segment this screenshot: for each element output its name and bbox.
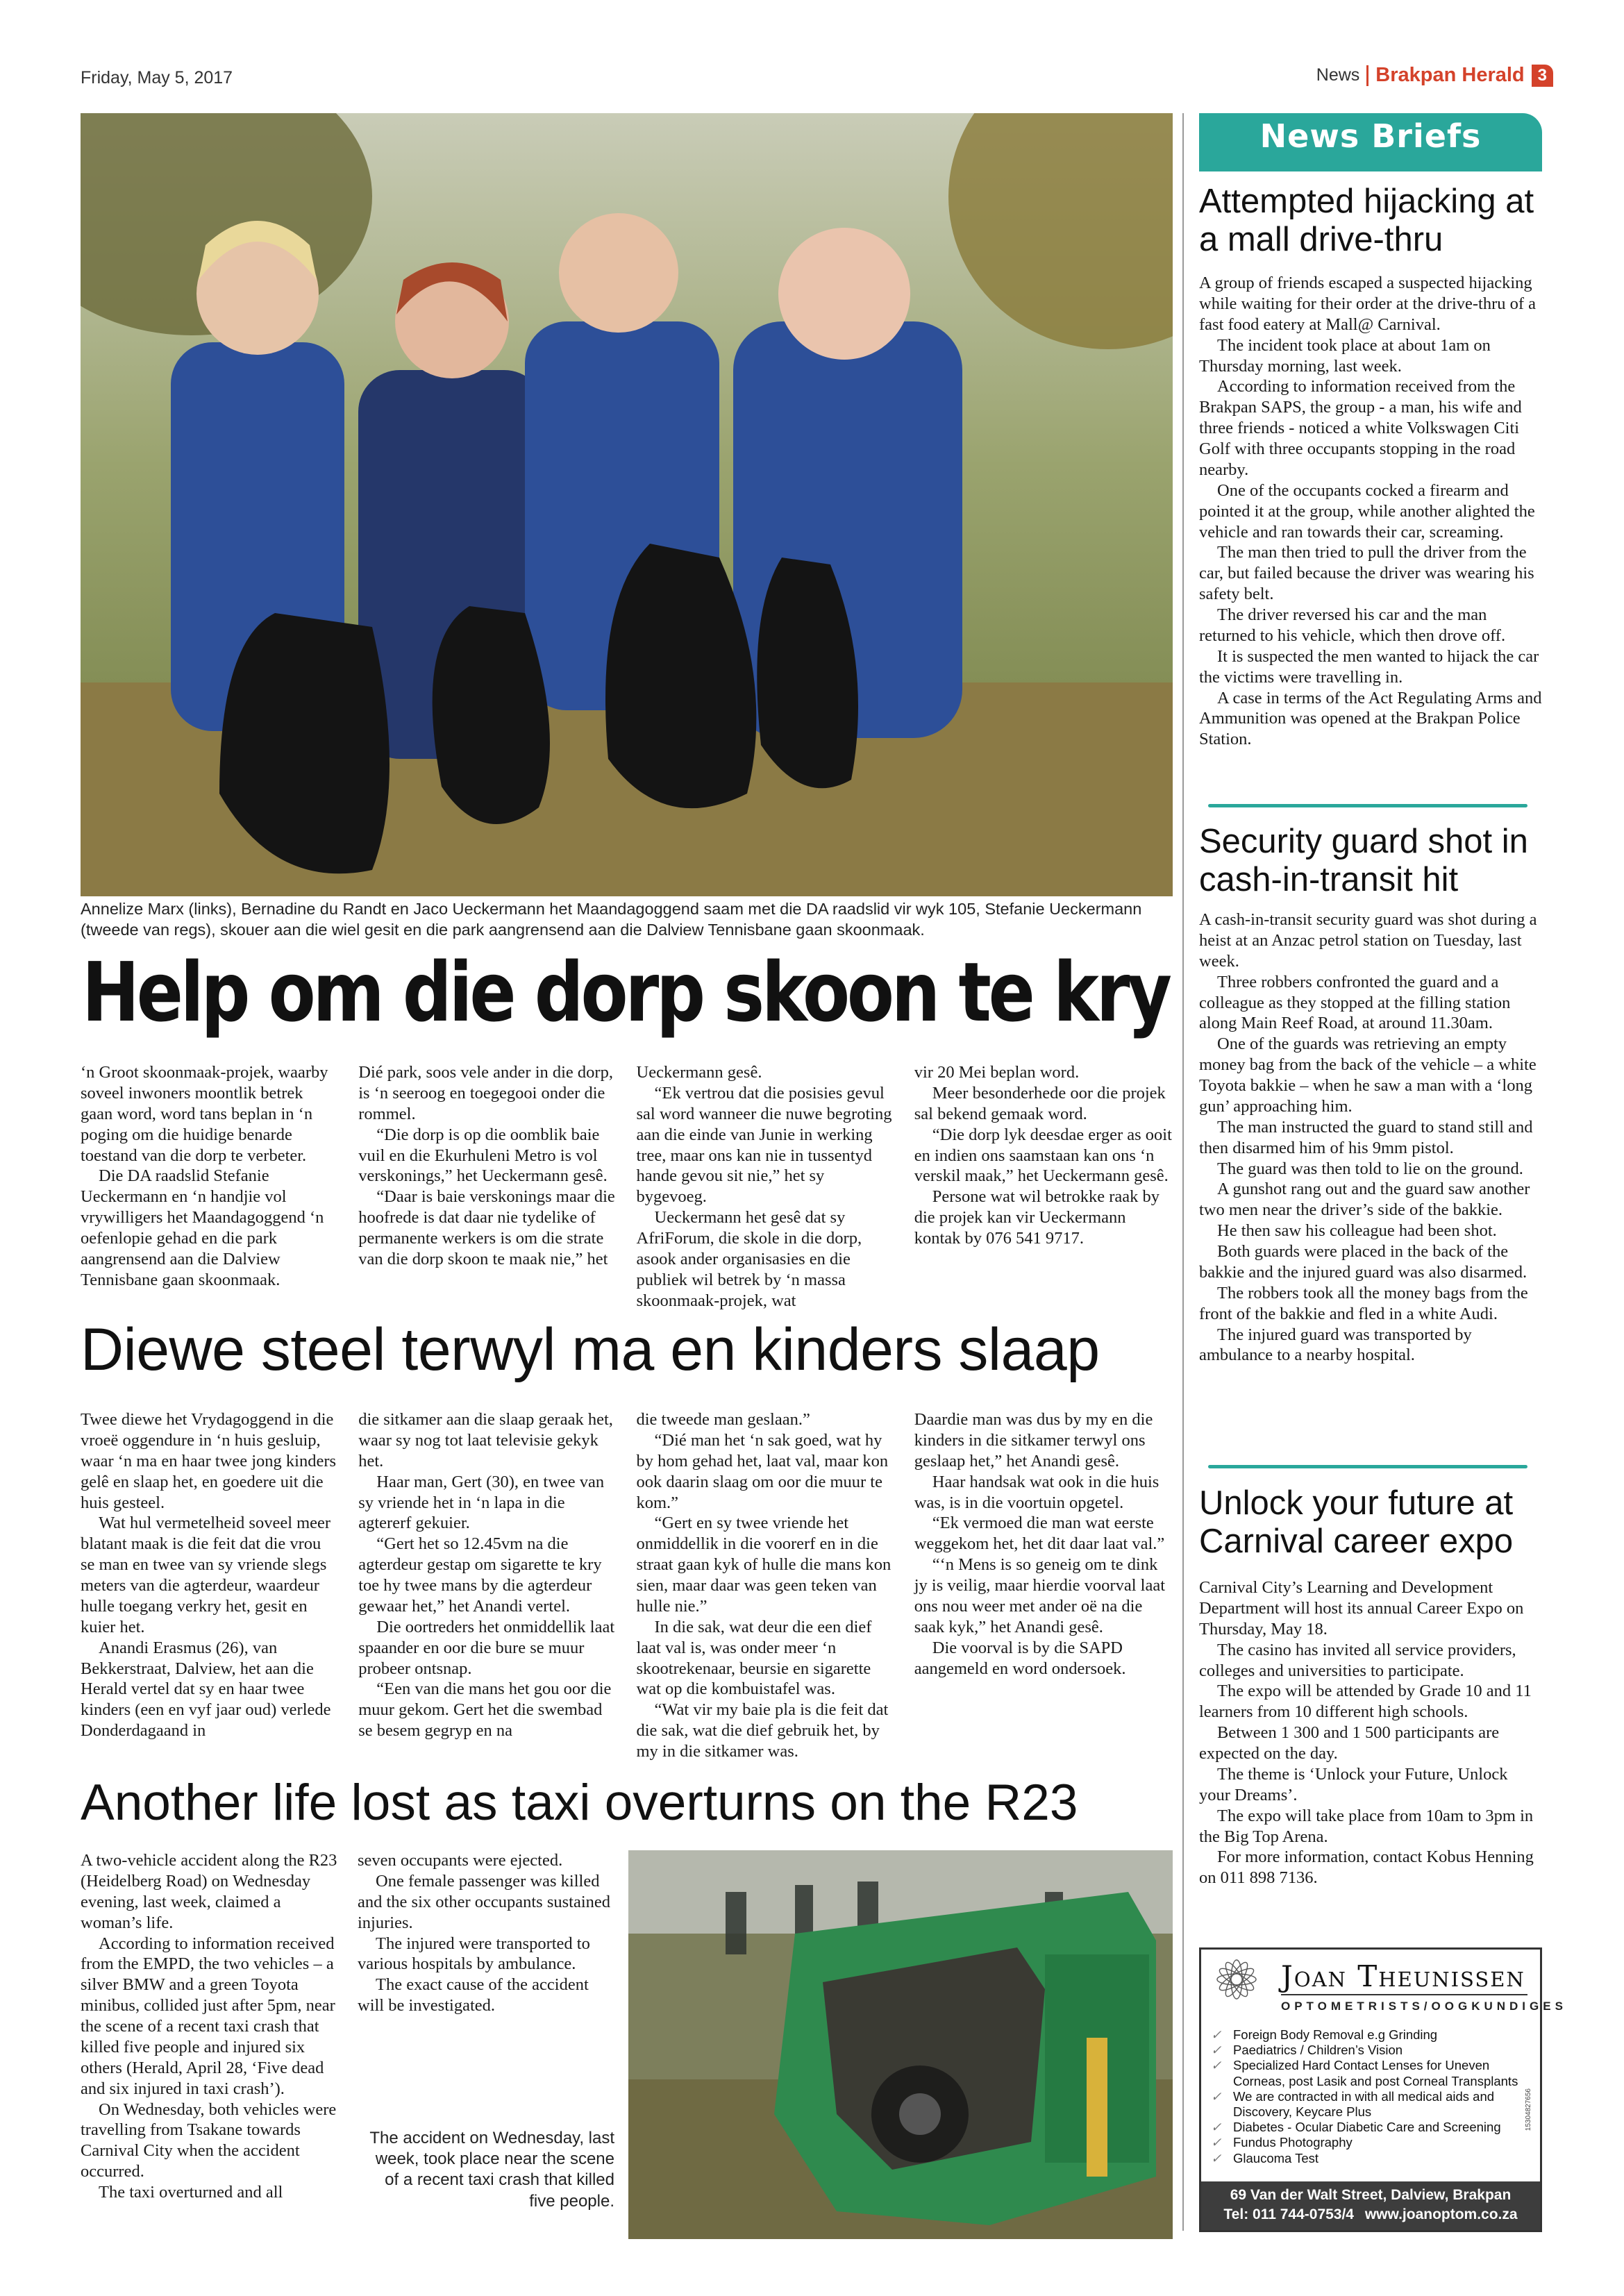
column-divider	[1182, 113, 1184, 2231]
main-story-col-4	[914, 1062, 1173, 1312]
main-headline: Help om die dorp skoon te kry	[82, 944, 1169, 1040]
story2-body	[81, 1409, 1173, 1770]
brief1-body	[1199, 273, 1542, 750]
ad-code: 15304827656	[1525, 2088, 1532, 2131]
paragraph: vir 20 Mei beplan word.	[914, 1063, 1080, 1082]
list-item	[1211, 2027, 1527, 2043]
header-divider	[1366, 65, 1368, 86]
paragraph: A group of friends escaped a suspected hijacking while waiting for their order at the drive-thru of a fast food eatery at Mall@ Carnival.	[1199, 274, 1537, 334]
eye-bullet-icon: ✓	[1211, 2135, 1222, 2150]
paragraph: A two-vehicle accident along the R23 (Heidelberg Road) on Wednesday evening, last week, claimed a woman’s life.	[81, 1851, 337, 1932]
flower-logo-icon	[1215, 1958, 1258, 2001]
paragraph: Both guards were placed in the back of the bakkie and the injured guard was also disarmed.	[1199, 1242, 1527, 1282]
eye-bullet-icon: ✓	[1211, 2058, 1222, 2073]
taxi-accident-photo	[628, 1850, 1173, 2239]
paragraph: Die oortreders het onmiddellik laat spaander en oor die bure se muur probeer ontsnap.	[358, 1617, 615, 1678]
page-date: Friday, May 5, 2017	[81, 68, 233, 87]
taxi-photo-caption: The accident on Wednesday, last week, took place near the scene of a recent taxi crash that killed five people.	[369, 2129, 614, 2211]
photo-caption: Annelize Marx (links), Bernadine du Randt en Jaco Ueckermann het Maandagoggend saam met die DA raadslid vir wyk 105, Stefanie Ueckermann (tweede van regs), skouer aan die wiel gesit en die park aangrensend aan die Dalview Tennisbane gaan skoonmaak.	[81, 900, 1142, 939]
ad-services-list	[1211, 2027, 1527, 2166]
list-item	[1211, 2043, 1527, 2058]
paragraph: The robbers took all the money bags from the front of the bakkie and fled in a white Audi.	[1199, 1283, 1528, 1323]
main-story-col-1	[81, 1062, 339, 1312]
paragraph: The casino has invited all service providers, colleges and universities to participate.	[1199, 1640, 1516, 1680]
paragraph: The exact cause of the accident will be investigated.	[358, 1975, 589, 2016]
paragraph: A case in terms of the Act Regulating Arms and Ammunition was opened at the Brakpan Police Station.	[1199, 688, 1542, 749]
paragraph: Ueckermann het gesê dat sy AfriForum, die skole in die dorp, asook ander organisasies en die publiek wil betrek by ‘n massa skoonmaak-projek, wat	[636, 1208, 862, 1310]
paragraph: Die voorval is by die SAPD aangemeld en word ondersoek.	[914, 1638, 1126, 1678]
list-item	[1211, 2135, 1527, 2150]
paragraph: Meer besonderhede oor die projek sal bekend gemaak word.	[914, 1083, 1166, 1123]
story2-headline: Diewe steel terwyl ma en kinders slaap	[81, 1316, 1100, 1383]
story2-col-3	[637, 1409, 895, 1770]
paragraph: The expo will take place from 10am to 3pm in the Big Top Arena.	[1199, 1806, 1534, 1846]
paragraph: “‘n Mens is so geneig om te dink jy is veilig, maar hierdie voorval laat ons nou weer met ander oë na die saak kyk,” het Anandi gesê.	[914, 1555, 1166, 1636]
paragraph: One of the guards was retrieving an empty money bag from the back of the vehicle – a white Toyota bakkie – when he saw a man with a ‘long gun’ approaching him.	[1199, 1034, 1537, 1116]
brief3-body	[1199, 1577, 1542, 1888]
story2-col-2	[358, 1409, 617, 1770]
paragraph: Haar handsak wat ook in die huis was, is in die voortuin opgetel.	[914, 1472, 1160, 1512]
main-story-body	[81, 1062, 1173, 1312]
paragraph: It is suspected the men wanted to hijack the car the victims were travelling in.	[1199, 646, 1539, 687]
paragraph: Anandi Erasmus (26), van Bekkerstraat, Dalview, het aan die Herald vertel dat sy en haar twee kinders (een en vyf jaar oud) verlede Donderdagaand in	[81, 1638, 331, 1741]
ad-rule	[1281, 1994, 1527, 1995]
paragraph: The guard was then told to lie on the ground.	[1217, 1159, 1523, 1178]
main-story-col-3	[637, 1062, 895, 1312]
service-text: Fundus Photography	[1233, 2135, 1353, 2150]
paragraph: “Wat vir my baie pla is die feit dat die sak, wat die dief gebruik het, by my in die sitkamer was.	[636, 1700, 889, 1761]
paragraph: Die DA raadslid Stefanie Ueckermann en ‘n handjie vol vrywilligers het Maandagoggend ‘n oefenlopie gehad en die park aangrensend aan die Dalview Tennisbane gaan skoonmaak.	[81, 1166, 324, 1289]
service-text: Glaucoma Test	[1233, 2150, 1319, 2165]
list-item	[1211, 2120, 1527, 2135]
paragraph: On Wednesday, both vehicles were travelling from Tsakane towards Carnival City when the accident occurred.	[81, 2100, 337, 2181]
paragraph: “Een van die mans het gou oor die muur gekom. Gert het die swembad se besem gegryp en na	[358, 1679, 612, 1741]
news-briefs-banner: News Briefs	[1199, 113, 1542, 171]
list-item	[1211, 2089, 1527, 2120]
paragraph: Haar man, Gert (30), en twee van sy vriende het in ‘n lapa in die agtererf gekuier.	[358, 1472, 605, 1533]
main-story-col-2	[358, 1062, 617, 1312]
ad-subtitle: OPTOMETRISTS/OOGKUNDIGES	[1281, 2000, 1567, 2013]
paragraph: The taxi overturned and all	[99, 2183, 283, 2202]
paragraph: The driver reversed his car and the man returned to his vehicle, which then drove off.	[1199, 605, 1506, 645]
paragraph: Three robbers confronted the guard and a colleague as they stopped at the filling station along Main Reef Road, at around 11.30am.	[1199, 972, 1511, 1033]
ad-contact	[1201, 2205, 1540, 2224]
paragraph: In die sak, wat deur die een dief laat val is, was onder meer ‘n skootrekenaar, beursie en sigarette wat op die kombuistafel was.	[636, 1617, 872, 1699]
service-text: Specialized Hard Contact Lenses for Uneven Corneas, post Lasik and post Corneal Transplants	[1233, 2058, 1518, 2088]
eye-bullet-icon: ✓	[1211, 2088, 1222, 2104]
service-text: We are contracted in with all medical aids and Discovery, Keycare Plus	[1233, 2088, 1495, 2119]
ad-website[interactable]: www.joanoptom.co.za	[1364, 2206, 1518, 2223]
paragraph: “Die dorp lyk deesdae erger as ooit en indien ons saamstaan kan ons ‘n verskil maak,” het Ueckermann gesê.	[914, 1125, 1172, 1186]
paragraph: Between 1 300 and 1 500 participants are expected on the day.	[1199, 1723, 1500, 1763]
list-item	[1211, 2058, 1527, 2088]
service-text: Paediatrics / Children’s Vision	[1233, 2043, 1403, 2058]
paragraph: “Ek vertrou dat die posisies gevul sal word wanneer die nuwe begroting aan die einde van Junie in werking tree, maar ons kan nie in tussentyd hande gevou sit nie,” het sy bygevoeg.	[636, 1083, 892, 1207]
ad-address: 69 Van der Walt Street, Dalview, Brakpan	[1230, 2187, 1512, 2203]
paragraph: Carnival City’s Learning and Development Department will host its annual Career Expo on Thursday, May 18.	[1199, 1578, 1524, 1639]
paragraph: die sitkamer aan die slaap geraak het, waar sy nog tot laat televisie gekyk het.	[358, 1410, 613, 1470]
paragraph: A cash-in-transit security guard was shot during a heist at an Anzac petrol station on Tuesday, last week.	[1199, 910, 1537, 971]
brief-divider	[1208, 804, 1527, 807]
list-item	[1211, 2151, 1527, 2166]
paragraph: The expo will be attended by Grade 10 and 11 learners from 10 different high schools.	[1199, 1682, 1532, 1722]
brief2-title: Security guard shot in cash-in-transit hit	[1199, 823, 1528, 898]
eye-bullet-icon: ✓	[1211, 2150, 1222, 2165]
paragraph: Persone wat wil betrokke raak by die projek kan vir Ueckermann kontak by 076 541 9717.	[914, 1187, 1160, 1248]
paragraph: “Gert het so 12.45vm na die agterdeur gestap om sigarette te kry toe hy twee mans by die agterdeur gewaar het,” het Anandi vertel.	[358, 1534, 602, 1616]
paragraph: Wat hul vermetelheid soveel meer blatant maak is die feit dat die vrou se man en twee van sy vriende slegs meters van die agterdeur, waardeur hulle toegang verkry het, gesit en kuier het.	[81, 1514, 331, 1636]
service-text: Diabetes - Ocular Diabetic Care and Screening	[1233, 2120, 1501, 2135]
section-label: News	[1316, 65, 1360, 85]
optometrist-advert	[1199, 1947, 1567, 2232]
paragraph: According to information received from the EMPD, the two vehicles – a silver BMW and a green Toyota minibus, collided just after 5pm, near the scene of a recent taxi crash that killed five people and injured six others (Herald, April 28, ‘Five dead and six injured in taxi crash’).	[81, 1934, 335, 2098]
eye-bullet-icon: ✓	[1211, 2043, 1222, 2058]
paragraph: Daardie man was dus by my en die kinders in die sitkamer terwyl ons geslaap het,” het Anandi gesê.	[914, 1410, 1153, 1470]
paragraph: For more information, contact Kobus Henning on 011 898 7136.	[1199, 1847, 1534, 1888]
brief1-title: Attempted hijacking at a mall drive-thru	[1199, 183, 1534, 258]
paragraph: “Die dorp is op die oomblik baie vuil en die Ekurhuleni Metro is vol verskonings,” het Ueckermann gesê.	[358, 1125, 608, 1186]
cleanup-photo	[81, 113, 1173, 896]
paragraph: A gunshot rang out and the guard saw another two men near the driver’s side of the bakkie.	[1199, 1180, 1530, 1220]
paragraph: He then saw his colleague had been shot.	[1217, 1221, 1497, 1241]
page-number: 3	[1532, 65, 1553, 87]
story2-col-1	[81, 1409, 339, 1770]
brief2-body	[1199, 910, 1542, 1366]
brief3-title: Unlock your future at Carnival career expo	[1199, 1484, 1514, 1560]
paragraph: The injured were transported to various hospitals by ambulance.	[358, 1934, 590, 1974]
paragraph: The injured guard was transported by ambulance to a nearby hospital.	[1199, 1325, 1472, 1365]
paragraph: The man then tried to pull the driver from the car, but failed because the driver was wearing his safety belt.	[1199, 543, 1534, 604]
paragraph: “Gert en sy twee vriende het onmiddellik in die voorerf en in die straat gaan kyk of hulle die mans kon sien, maar daar was geen teken van hulle nie.”	[636, 1514, 891, 1616]
paragraph: “Ek vermoed die man wat eerste weggekom het, het dit daar laat val.”	[914, 1514, 1165, 1554]
eye-bullet-icon: ✓	[1211, 2120, 1222, 2135]
ad-footer	[1201, 2181, 1540, 2230]
page-header-right	[1316, 64, 1553, 87]
ad-business-name: Joan Theunissen	[1281, 1959, 1525, 1993]
paragraph: The incident took place at about 1am on Thursday morning, last week.	[1199, 335, 1491, 376]
story3-headline: Another life lost as taxi overturns on the R23	[81, 1775, 1078, 1831]
paragraph: The theme is ‘Unlock your Future, Unlock your Dreams’.	[1199, 1764, 1508, 1804]
ad-phone: Tel: 011 744-0753/4	[1223, 2206, 1354, 2223]
paragraph: “Dié man het ‘n sak goed, wat hy by hom gehad het, laat val, maar kon ook daarin slaag om oor die muur te kom.”	[636, 1430, 889, 1512]
paragraph: Twee diewe het Vrydagoggend in die vroeë oggendure in ‘n huis gesluip, waar ‘n ma en haar twee jong kinders gelê en slaap het, en goedere uit die huis gesteel.	[81, 1410, 337, 1512]
paragraph: “Daar is baie verskonings maar die hoofrede is dat daar nie tydelike of permanente werkers is om die strate van die dorp skoon te maak nie,” het	[358, 1187, 615, 1268]
paragraph: ‘n Groot skoonmaak-projek, waarby soveel inwoners moontlik betrek gaan word, word tans beplan in ‘n poging om die huidige benarde toestand van die dorp te verbeter.	[81, 1063, 328, 1165]
paper-name: Brakpan Herald	[1375, 64, 1525, 86]
paragraph: die tweede man geslaan.”	[636, 1410, 810, 1429]
service-text: Foreign Body Removal e.g Grinding	[1233, 2027, 1438, 2042]
paragraph: According to information received from the Brakpan SAPS, the group - a man, his wife and three friends - noticed a white Volkswagen Citi Golf with three occupants stopping in the road nearby.	[1199, 377, 1522, 479]
paragraph: One of the occupants cocked a firearm and pointed it at the group, while another alighted the vehicle and ran towards their car, screaming.	[1199, 480, 1535, 542]
eye-bullet-icon: ✓	[1211, 2027, 1222, 2042]
paragraph: Dié park, soos vele ander in die dorp, is ‘n seeroog en toegegooi onder die rommel.	[358, 1063, 613, 1123]
paragraph: One female passenger was killed and the six other occupants sustained injuries.	[358, 1871, 611, 1932]
story3-col-1	[81, 1850, 338, 2239]
paragraph: Ueckermann gesê.	[636, 1063, 762, 1082]
paragraph: seven occupants were ejected.	[358, 1851, 563, 1870]
story2-col-4	[914, 1409, 1173, 1770]
paragraph: The man instructed the guard to stand still and then disarmed him of his 9mm pistol.	[1199, 1117, 1533, 1157]
brief-divider	[1208, 1465, 1527, 1468]
